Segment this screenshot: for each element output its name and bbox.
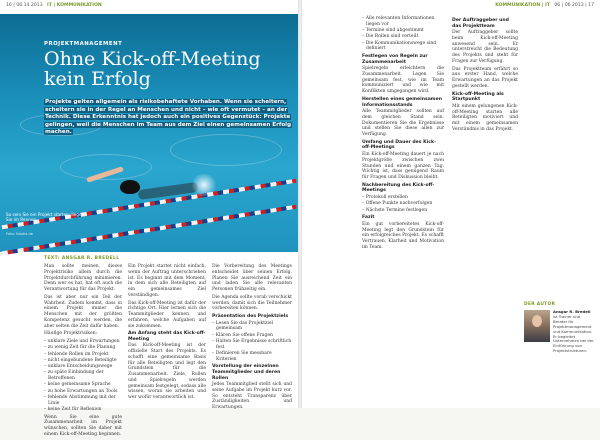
section-heading: Nachbereitung des Kick-off-Meetings [362, 182, 435, 194]
paragraph: Ein Kick-off-Meeting dauert je nach Projektgröße zwischen zwei Stunden und einem ganzen Tag. Wichtig ist, dass genügend Raum für Fragen und Diskussion bleibt. [362, 152, 444, 181]
author-portrait [524, 310, 550, 342]
author-bio [553, 310, 594, 354]
followup-list [362, 195, 444, 213]
section-heading: Am Anfang steht das Kick-off-Meeting [128, 331, 206, 342]
water-ripple [170, 134, 282, 166]
left-section-label: IT | KOMMUNIKATION [47, 3, 102, 8]
list-item: – zu späte Einbindung der Betroffenen [44, 370, 122, 382]
paragraph: Spielregeln erleichtern die Zusammenarbeit. Legen Sie gemeinsam fest, wie im Team kommuniziert und wie mit Konflikten umgegangen wird. [362, 66, 444, 95]
list-item: – unklare Entscheidungswege [44, 364, 122, 370]
right-section-label: KOMMUNIKATION | IT [495, 3, 550, 8]
list-item: – Alle relevanten Informationen liegen vor [362, 16, 444, 28]
section-heading: Der Auftraggeber und das Projektteam [452, 18, 509, 29]
list-item: – zu hohe Erwartungen an Tools [44, 389, 122, 395]
left-column-2 [128, 264, 206, 403]
water-splash [190, 174, 218, 196]
list-item: – Die Kommunikationswege sind definiert [362, 41, 444, 53]
paragraph: Das ist aber nur ein Teil der Wahrheit. Zudem kommt, dass in einem Projekt immer die Menschen mit der größten Kompetenz gesucht werden, die aber selten die Zeit dafür haben. [44, 294, 122, 329]
paragraph: Jedes Teammitglied stellt sich und seine Aufgabe im Projekt kurz vor. So entsteht Transparenz über Zuständigkeiten und Erwartungen. [212, 382, 292, 411]
list-item: – unklare Ziele und Erwartungen [44, 339, 122, 345]
section-heading: Vorstellung der einzelnen Teammitglieder und deren Rollen [212, 364, 281, 381]
list-item: – Protokoll erstellen [362, 195, 444, 201]
paragraph: Der Auftraggeber sollte beim Kick-off-Meeting anwesend sein. Er unterstreicht die Bedeutung des Projekts und steht für Fragen zur Verfügung. [452, 30, 518, 64]
paragraph: Ein Projekt startet nicht einfach, wenn der Auftrag unterschrieben ist. Es beginnt mit dem Moment, in dem sich alle Beteiligten auf ein gemeinsames Ziel verständigen. [128, 264, 206, 298]
lead-text: Projekte gelten allgemein als risikobehaftete Vorhaben. Wenn sie scheitern, scheitern sie in der Regel an Menschen und nicht – wie oft vermutet – an der Technik. Diese Erkenntnis hat jedoch auch ein positives Gegenstück: Projekte gelingen, weil die Menschen im Team aus dem Ziel einen gemeinsamen Erfolg machen. [45, 99, 292, 136]
right-page-number: 06 | 06 2013 | 17 [554, 3, 594, 8]
left-page [0, 0, 298, 437]
list-item: – zu wenig Zeit für die Planung [44, 345, 122, 351]
author-box [524, 302, 594, 354]
paragraph: Ein gut vorbereitetes Kick-off-Meeting legt den Grundstein für ein erfolgreiches Projekt. Es schafft Vertrauen, Klarheit und Motivation im Team. [362, 221, 444, 250]
left-page-number: 16 | 06.14 2013 [6, 3, 43, 8]
section-heading: Präsentation des Projektziels [212, 314, 289, 319]
section-heading: Umfang und Dauer des Kick-off-Meetings [362, 139, 436, 151]
author-label: DER AUTOR [524, 302, 556, 307]
article-byline: TEXT: ANSGAR R. BREDELL [44, 256, 120, 261]
list-item: – Die Rollen sind verteilt [362, 34, 444, 40]
section-heading: Festlegen von Regeln zur Zusammenarbeit [362, 54, 428, 65]
paragraph: Man sollte meinen, dieses Projektrisiko allein durch die Projektdurchführung minimieren. Denn wer es hat, hat oft auch die Verantwortung für das Projekt. [44, 264, 122, 292]
left-running-header [6, 3, 102, 12]
right-running-header [495, 3, 594, 12]
author-name: Ansgar R. Bredell [553, 309, 591, 314]
checklist [362, 16, 444, 52]
list-intro: Häufige Projektrisiken: [44, 331, 98, 337]
right-page [302, 0, 600, 408]
list-item: – keine Zeit für Reflexion [44, 407, 122, 413]
article-lead [44, 99, 294, 137]
list-item: – Offene Punkte nachverfolgen [362, 201, 444, 207]
list-item: – Halten Sie Ergebnisse schriftlich fest [212, 339, 292, 351]
photo-caption: So sein Sie ein Projekt starten, liegen Sie im Rennen [6, 212, 85, 223]
photo-credit: Foto: fotolia.de [6, 232, 34, 236]
section-heading: Herstellen eines gemeinsamen Informationsstands [362, 96, 442, 108]
right-column-1 [362, 16, 444, 253]
paragraph: Wenn Sie eine gute Zusammenarbeit im Projekt wünschen, sollten Sie daher mit einem Kick-off-Meeting beginnen. [44, 414, 122, 437]
list-item: – fehlende Abstimmung mit der Linie [44, 395, 122, 407]
risk-list [44, 339, 122, 413]
left-column-3 [212, 264, 292, 413]
paragraph: Alle Teammitglieder sollten auf dem gleichen Stand sein. Dokumentieren Sie die Ergebnisse und stellen Sie diese allen zur Verfügung. [362, 109, 444, 138]
swimmer-cap [120, 180, 140, 194]
paragraph: Das Kick-off-Meeting ist dafür der richtige Ort. Hier lernen sich die Teammitglieder kennen und erfahren, welche Aufgaben auf sie zukommen. [128, 300, 206, 329]
list-item: – Lesen Sie das Projektziel gemeinsam [212, 321, 292, 333]
list-item: – Nächste Termine festlegen [362, 208, 444, 214]
right-column-2 [452, 16, 518, 135]
paragraph: Das Projektteam erfährt so aus erster Hand, welche Erwartungen an das Projekt gestellt werden. [452, 66, 518, 89]
section-heading: Kick-off-Meeting als Startpunkt [452, 91, 504, 103]
author-description: ist Trainer und Berater für Projektmanagement und Kommunikation. Er begleitet Unternehmen bei der Einführung von Projektstrukturen. [553, 313, 594, 354]
list-item: – nicht eingebundene Beteiligte [44, 358, 122, 364]
paragraph: Die Agenda sollte vorab verschickt werden, damit sich die Teilnehmer vorbereiten können. [212, 294, 292, 312]
article-title: Ohne Kick-off-Meeting kein Erfolg [44, 48, 261, 90]
paragraph: Mit einem gelungenen Kick-off-Meeting starten alle Beteiligten motiviert und mit einem gemeinsamen Verständnis in das Projekt. [452, 103, 518, 132]
list-item: – Klären Sie offene Fragen [212, 333, 292, 339]
list-item: – keine gemeinsame Sprache [44, 382, 122, 388]
paragraph: Das Kick-off-Meeting ist der offizielle Start des Projekts. Es schafft eine gemeinsame Basis für alle Beteiligten und legt den Grundstein für die Zusammenarbeit. Ziele, Rollen und Spielregeln werden gemeinsam festgelegt, sodass alle wissen, woran sie arbeiten und wer wofür verantwortlich ist. [128, 343, 206, 401]
list-item: – fehlende Rollen im Projekt [44, 352, 122, 358]
article-kicker: PROJEKTMANAGEMENT [44, 41, 123, 47]
list-item: – Termine sind abgestimmt [362, 28, 444, 34]
section-heading: Fazit [362, 215, 375, 221]
goal-list [212, 321, 292, 363]
list-item: – Definieren Sie messbare Kriterien [212, 351, 292, 363]
left-column-1 [44, 264, 122, 440]
paragraph: Die Vorbereitung des Meetings entscheidet über seinen Erfolg. Planen Sie ausreichend Zeit ein und laden Sie alle relevanten Personen frühzeitig ein. [212, 264, 292, 292]
